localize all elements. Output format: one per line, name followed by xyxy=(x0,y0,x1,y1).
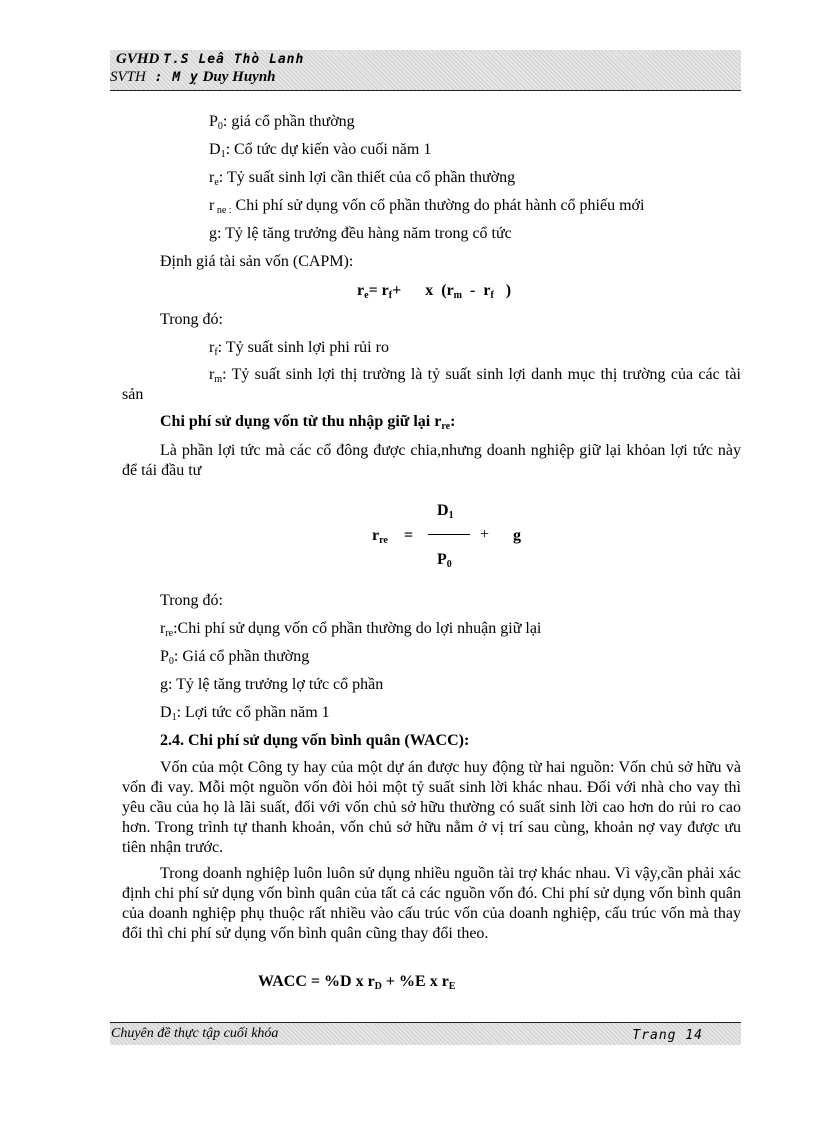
rre-plus: + xyxy=(480,526,490,543)
wacc-paragraph-2: Trong doanh nghiệp luôn luôn sử dụng nhiều nguồn tài trợ khác nhau. Vì vậy,cần phải xác định chi phí sử dụng vốn bình quân của tất cả các nguồn vốn đó. Chi phí sử dụng vốn bình quân của doanh nghiệp phụ thuộc rất nhiều vào cấu trúc vốn của doanh nghiệp, cấu trúc vốn mà thay đổi thì chi phí sử dụng vốn bình quân cũng thay đổi theo. xyxy=(122,865,741,942)
def-g-2: g: Tỷ lệ tăng trưởng lợ tức cổ phần xyxy=(160,676,384,693)
header-rule xyxy=(110,90,741,91)
student-name-b: Duy Huynh xyxy=(198,69,276,85)
def-g: g: Tỷ lệ tăng trưởng đều hàng năm trong cổ tức xyxy=(209,225,512,242)
def-rm: $r_m$: Tỷ suất sinh lợi thị trường là tỷ suất sinh lợi danh mục thị trường của các tài sản xyxy=(122,366,741,403)
student-label: SVTH xyxy=(110,69,146,85)
header-student xyxy=(110,69,276,86)
rre-g: g xyxy=(513,527,521,544)
footer-title: Chuyên đề thực tập cuối khóa xyxy=(111,1026,279,1041)
rre-numerator: $D_1$ xyxy=(437,502,454,521)
wacc-paragraph-1: Vốn của một Công ty hay của một dự án được huy động từ hai nguồn: Vốn chủ sở hữu và vốn đi vay. Mỗi một nguồn vốn đòi hỏi một tỷ suất sinh lời khác nhau. Đối với nhà cho vay thì yêu cầu của họ là lãi suất, đối với vốn chủ sở hữu thường có suất sinh lời cao hơn do rủi ro cao hơn. Trong trình tự thanh khoản, vốn chủ sở hữu nằm ở vị trí sau cùng, khoản nợ vay được ưu tiên nhận trước. xyxy=(122,759,741,856)
def-p0: $P_0$: giá cổ phần thường xyxy=(209,113,355,132)
def-p0-2: $P_0$: Giá cổ phần thường xyxy=(160,648,310,667)
wacc-heading: 2.4. Chi phí sử dụng vốn bình quân (WACC): xyxy=(160,732,470,749)
rre-equals: = xyxy=(404,527,414,544)
def-re: $r_e$: Tỷ suất sinh lợi cần thiết của cổ phần thường xyxy=(209,169,516,188)
student-name-a: M ỵ xyxy=(172,70,199,85)
def-rne: r $_{ne :}$ Chi phí sử dụng vốn cổ phần thường do phát hành cổ phiếu mới xyxy=(209,197,645,216)
def-rf: $r_f$: Tỷ suất sinh lợi phi rủi ro xyxy=(209,339,389,358)
def-d1-2: $D_1$: Lợi tức cổ phần năm 1 xyxy=(160,704,330,723)
rre-denominator: $P_0$ xyxy=(437,551,452,570)
fraction-bar xyxy=(428,534,470,535)
capm-trong-do: Trong đó: xyxy=(160,311,223,328)
capm-formula: $r_e= r_f+$ x ($r_m - r_f$ ) xyxy=(357,282,512,301)
student-sep: : xyxy=(145,70,173,85)
header-advisor xyxy=(116,51,304,68)
retained-paragraph: Là phần lợi tức mà các cổ đông được chia,nhưng doanh nghiệp giữ lại khỏan lợi tức này để tái đầu tư xyxy=(122,442,741,479)
def-rre: $r_{re}:Chi$ phí sử dụng vốn cổ phần thường do lợi nhuận giữ lại xyxy=(160,620,542,639)
rre-lhs: $r_{re}$ xyxy=(372,527,388,546)
page-header xyxy=(110,50,741,90)
advisor-label: GVHD xyxy=(116,51,160,67)
wacc-formula: WACC = %D x $r_D + \%E$ x $r_E$ xyxy=(258,973,456,992)
retained-trong-do: Trong đó: xyxy=(160,592,223,609)
advisor-name: T.S Leâ Thò Lanh xyxy=(163,52,305,67)
capm-intro: Định giá tài sản vốn (CAPM): xyxy=(160,253,354,270)
page-footer xyxy=(110,1023,741,1045)
def-d1: $D_1$: Cổ tức dự kiến vào cuối năm 1 xyxy=(209,141,432,160)
retained-heading: Chi phí sử dụng vốn từ thu nhập giữ lại $r_{re}$: xyxy=(160,413,456,432)
page-number: Trang 14 xyxy=(632,1028,703,1043)
